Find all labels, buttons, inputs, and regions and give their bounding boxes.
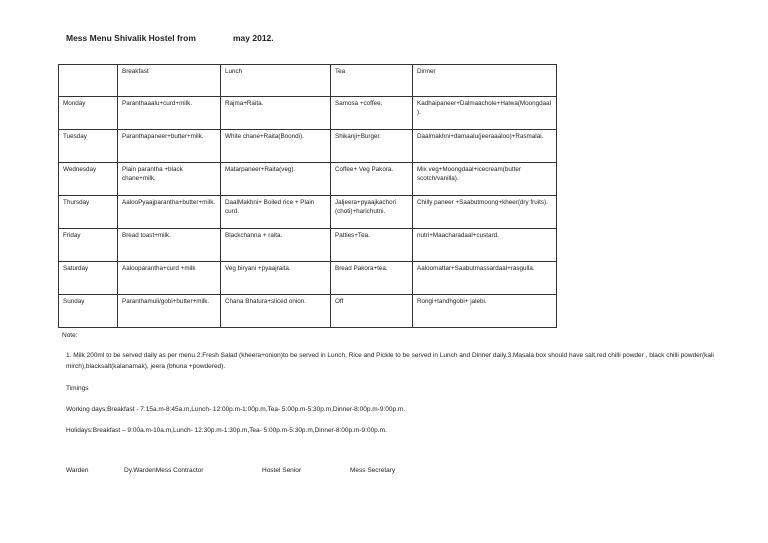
lunch-cell: Matarpaneer+Raita(veg).	[221, 163, 331, 196]
lunch-cell: Rajma+Raita.	[221, 97, 331, 130]
title-month: may 2012.	[233, 33, 274, 43]
document-title	[66, 33, 274, 43]
note-text: 1. Milk 200ml to be served daily as per menu.2.Fresh Salad (kheera+onion)to be served in Lunch, Rice and Pickle to be served in Lunch and Dinner daily.3.Masala box should have salt,red chilli powder , black chilli powder(kali mirch),blacksalt(kalanamak), jeera (bhuna +powdered).	[66, 352, 714, 371]
dinner-cell: Aaloomattar+Saabutmassardaal+rasgulla.	[413, 262, 557, 295]
table-row	[59, 130, 557, 163]
tea-cell: Coffee+ Veg Pakora.	[331, 163, 413, 196]
table-header-row	[59, 65, 557, 97]
day-cell: Saturday	[59, 262, 118, 295]
day-cell: Sunday	[59, 295, 118, 328]
tea-cell: Jaljeera+pyaajkachori (choti)+harichutni.	[331, 196, 413, 229]
tea-cell: Samosa +coffee.	[331, 97, 413, 130]
tea-cell: Bread Pakora+tea.	[331, 262, 413, 295]
lunch-cell: Blackchanna + raita.	[221, 229, 331, 262]
breakfast-cell: Bread toast+milk.	[118, 229, 221, 262]
dinner-cell: Kadhaipaneer+Dalmaachole+Halwa(Moongdaal).	[413, 97, 557, 130]
dinner-cell: nutri+Maacharadaal+custard.	[413, 229, 557, 262]
breakfast-cell: Paranthamuli/gobi+butter+milk.	[118, 295, 221, 328]
day-cell: Wednesday	[59, 163, 118, 196]
signatory-warden: Warden	[66, 467, 89, 474]
breakfast-cell: AalooPyaajparantha+butter+milk.	[118, 196, 221, 229]
tea-cell: Shikanji+Burger.	[331, 130, 413, 163]
table-row	[59, 229, 557, 262]
breakfast-cell: Paranthapaneer+butter+milk.	[118, 130, 221, 163]
tea-cell: Off	[331, 295, 413, 328]
working-days-timings: Working days:Breakfast - 7:15a.m-8:45a.m,Lunch- 12:00p.m-1:00p.m,Tea- 5:00p.m-5:30p.m,Dinner-8:00p.m-9:00p.m.	[66, 406, 406, 413]
table-row	[59, 295, 557, 328]
table-row	[59, 97, 557, 130]
signatory-mess-secretary: Mess Secretary	[350, 467, 396, 474]
dinner-cell: Chilly paneer +Saabutmoong+kheer(dry fruits).	[413, 196, 557, 229]
dinner-cell: Rongi+tandhgobi+ jalebi.	[413, 295, 557, 328]
tea-cell: Patties+Tea.	[331, 229, 413, 262]
day-cell: Tuesday	[59, 130, 118, 163]
holidays-timings: Holidays:Breakfast – 9:00a.m-10a.m,Lunch- 12:30p.m-1:30p.m,Tea- 5:00p.m-5:30p.m,Dinner-8:00p.m-9:00p.m.	[66, 427, 387, 434]
table-row	[59, 262, 557, 295]
day-cell: Friday	[59, 229, 118, 262]
header-cell-day	[59, 65, 118, 97]
title-text: Mess Menu Shivalik Hostel from	[66, 33, 196, 43]
lunch-cell: Veg biryani +pyaajraita.	[221, 262, 331, 295]
note-label: Note:	[62, 332, 78, 339]
mess-menu-table	[58, 64, 557, 328]
day-cell: Monday	[59, 97, 118, 130]
header-cell-tea: Tea	[331, 65, 413, 97]
table-row	[59, 196, 557, 229]
breakfast-cell: Aalooparantha+curd +milk	[118, 262, 221, 295]
lunch-cell: Chana Bhatura+sliced onion.	[221, 295, 331, 328]
timings-heading: Timings	[66, 385, 89, 392]
header-cell-lunch: Lunch	[221, 65, 331, 97]
signatory-hostel-senior: Hostel Senior	[262, 467, 302, 474]
breakfast-cell: Plain parantha +black chane+milk.	[118, 163, 221, 196]
breakfast-cell: Paranthaaalu+curd+milk.	[118, 97, 221, 130]
header-cell-dinner: Dinner	[413, 65, 557, 97]
signatory-dy-warden: Dy.WardenMess Contractor	[124, 467, 204, 474]
dinner-cell: Mix veg+Moongdaal+icecream(butter scotch/vanilla).	[413, 163, 557, 196]
header-cell-breakfast: Breakfast	[118, 65, 221, 97]
lunch-cell: DaalMakhni+ Boiled rice + Plain curd.	[221, 196, 331, 229]
dinner-cell: Daalmakhni+damaalu(jeeraaaloo)+Rasmalai.	[413, 130, 557, 163]
table-row	[59, 163, 557, 196]
day-cell: Thursday	[59, 196, 118, 229]
lunch-cell: White chane+Raita(Boondi).	[221, 130, 331, 163]
